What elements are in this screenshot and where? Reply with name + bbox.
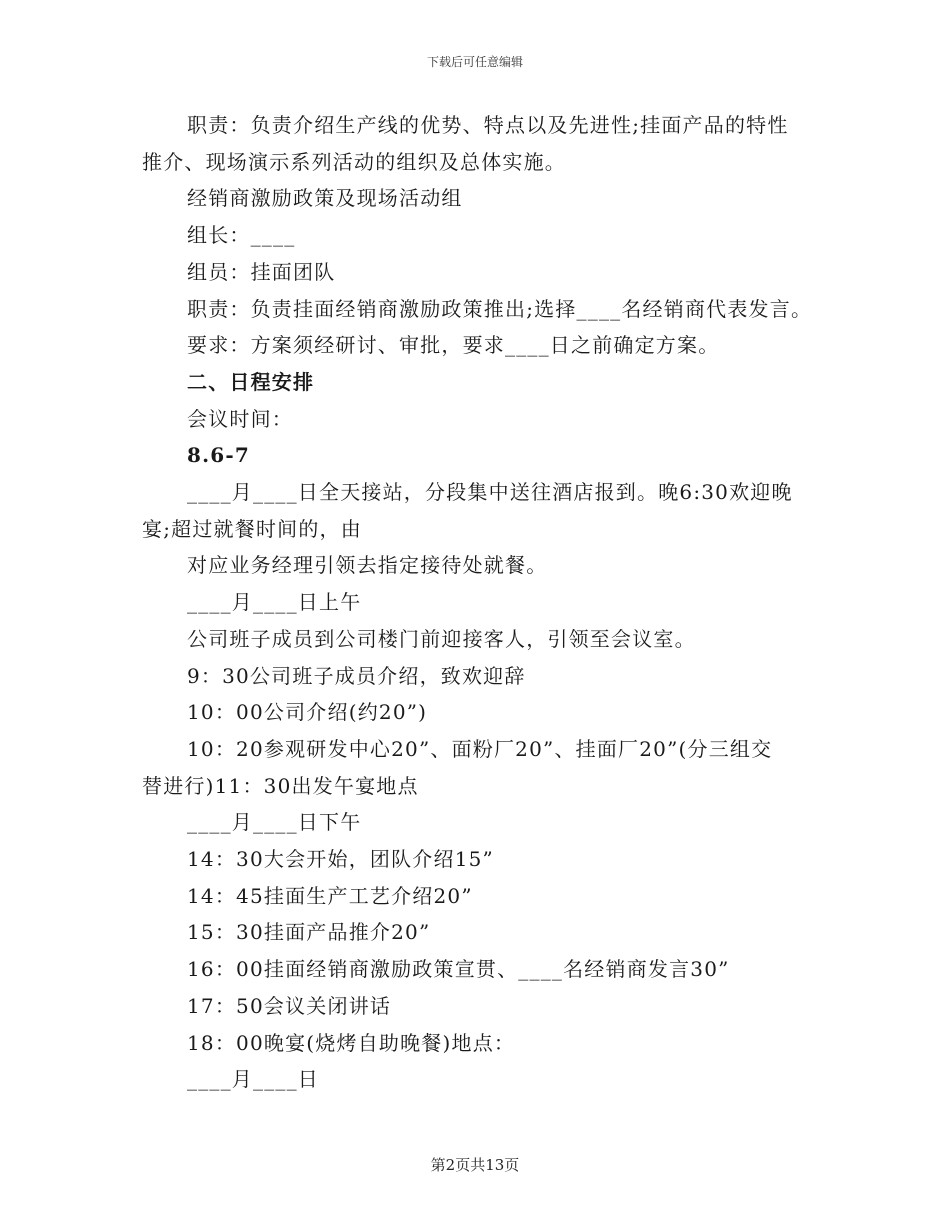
text-line: 公司班子成员到公司楼门前迎接客人，引领至会议室。 <box>187 626 696 651</box>
text-line: 组长：____ <box>187 223 296 248</box>
text-line: ____月____日全天接站，分段集中送往酒店报到。晚6:30欢迎晚 <box>187 480 793 505</box>
text-line: ____月____日上午 <box>187 590 362 615</box>
text-line: 经销商激励政策及现场活动组 <box>187 186 463 211</box>
text-line: 替进行)11：30出发午宴地点 <box>142 773 419 798</box>
text-line: 对应业务经理引领去指定接待处就餐。 <box>187 553 548 578</box>
download-note: 下载后可任意编辑 <box>426 55 523 69</box>
text-line: 宴;超过就餐时间的，由 <box>142 516 362 541</box>
text-line: 职责：负责挂面经销商激励政策推出;选择____名经销商代表发言。 <box>187 296 813 321</box>
text-line: 10：00公司介绍(约20”) <box>187 700 428 725</box>
text-line: ____月____日下午 <box>187 810 362 835</box>
page-number: 第2页共13页 <box>430 1156 520 1174</box>
text-line: 职责：负责介绍生产线的优势、特点以及先进性;挂面产品的特性 <box>187 113 789 137</box>
text-line: 15：30挂面产品推介20” <box>187 920 431 945</box>
text-line: 10：20参观研发中心20”、面粉厂20”、挂面厂20”(分三组交 <box>187 736 773 761</box>
document-body <box>142 107 822 1098</box>
text-line: 14：45挂面生产工艺介绍20” <box>187 883 473 908</box>
text-line: 要求：方案须经研讨、审批，要求____日之前确定方案。 <box>187 333 720 358</box>
section-heading-line: 二、日程安排 <box>187 369 315 394</box>
text-line: 14：30大会开始，团队介绍15” <box>187 847 494 872</box>
section-heading-line: 8.6-7 <box>187 443 251 468</box>
text-line: 会议时间： <box>187 406 293 431</box>
text-line: 16：00挂面经销商激励政策宣贯、____名经销商发言30” <box>187 957 730 982</box>
text-line: 组员：挂面团队 <box>187 259 336 284</box>
text-line: 9：30公司班子成员介绍，致欢迎辞 <box>187 663 526 688</box>
text-line: ____月____日 <box>187 1067 319 1092</box>
text-line: 推介、现场演示系列活动的组织及总体实施。 <box>142 149 566 174</box>
text-line: 17：50会议关闭讲话 <box>187 993 392 1018</box>
text-line: 18：00晚宴(烧烤自助晚餐)地点： <box>187 1030 516 1055</box>
